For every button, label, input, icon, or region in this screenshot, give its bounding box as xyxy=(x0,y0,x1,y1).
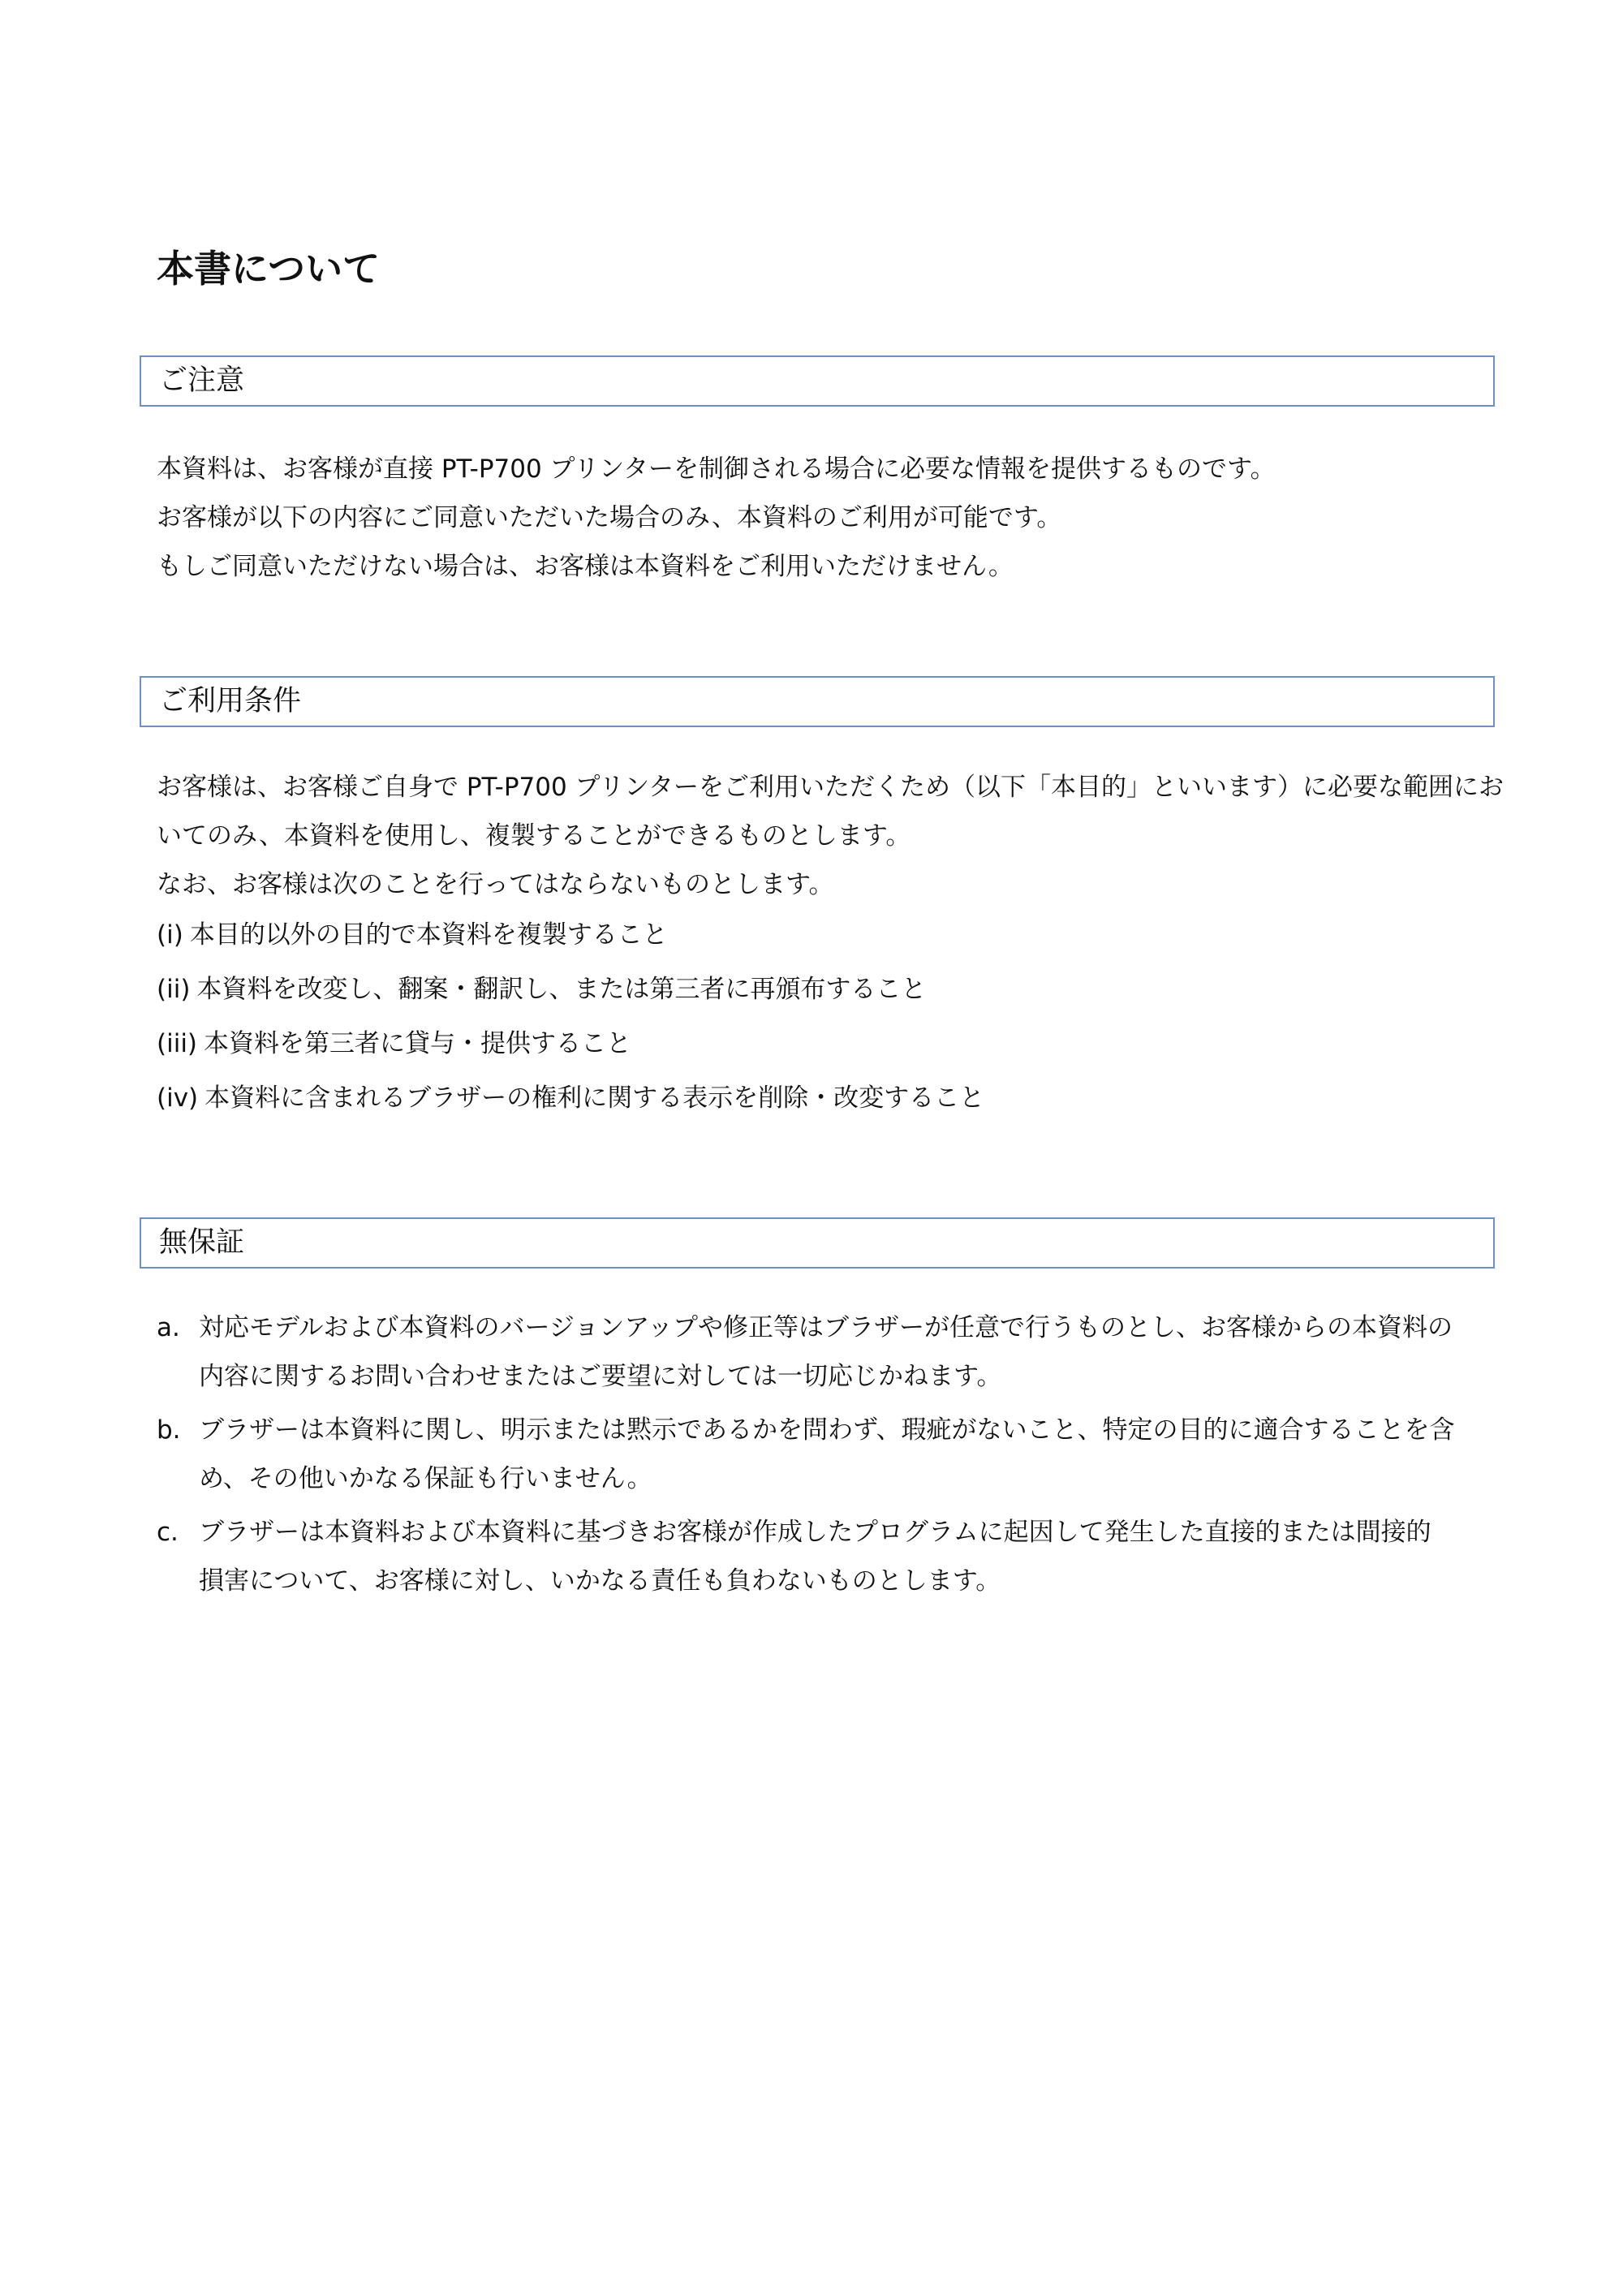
warranty-list xyxy=(157,1303,1504,1610)
list-item-line: 対応モデルおよび本資料のバージョンアップや修正等はブラザーが任意で行うものとし、お客様からの本資料の xyxy=(199,1313,1453,1342)
list-item-text xyxy=(199,1508,1504,1605)
list-item-line: め、その他いかなる保証も行いません。 xyxy=(199,1464,652,1493)
list-marker: b. xyxy=(157,1415,181,1445)
list-marker: (iii) xyxy=(157,1029,198,1058)
section-heading-notice: ご注意 xyxy=(140,355,1495,407)
list-item xyxy=(157,965,1504,1019)
list-item-text: 本資料に含まれるブラザーの権利に関する表示を削除・改変すること xyxy=(204,1083,985,1113)
list-marker: a. xyxy=(157,1313,180,1342)
list-item xyxy=(157,911,1504,965)
list-item-text xyxy=(199,1406,1504,1503)
list-marker: c. xyxy=(157,1518,179,1547)
list-item-text: 本資料を第三者に貸与・提供すること xyxy=(204,1029,632,1058)
page-title: 本書について xyxy=(157,247,381,291)
list-item xyxy=(157,1508,1504,1605)
list-item xyxy=(157,1074,1504,1128)
list-item-text: 本資料を改変し、翻案・翻訳し、または第三者に再頒布すること xyxy=(196,975,927,1004)
terms-body xyxy=(157,763,1504,909)
list-marker: (i) xyxy=(157,920,183,950)
section-heading-warranty: 無保証 xyxy=(140,1217,1495,1269)
section-heading-terms: ご利用条件 xyxy=(140,676,1495,727)
terms-line: いてのみ、本資料を使用し、複製することができるものとします。 xyxy=(157,821,911,851)
list-item-line: ブラザーは本資料に関し、明示または黙示であるかを問わず、瑕疵がないこと、特定の目的に適合することを含 xyxy=(199,1415,1455,1445)
notice-line: もしご同意いただけない場合は、お客様は本資料をご利用いただけません。 xyxy=(157,552,1014,581)
list-item-line: ブラザーは本資料および本資料に基づきお客様が作成したプログラムに起因して発生した直接的または間接的 xyxy=(199,1518,1431,1547)
notice-line: 本資料は、お客様が直接 PT-P700 プリンターを制御される場合に必要な情報を提供するものです。 xyxy=(157,454,1276,484)
list-item xyxy=(157,1303,1504,1401)
list-item xyxy=(157,1406,1504,1503)
notice-body xyxy=(157,445,1504,591)
list-item-line: 内容に関するお問い合わせまたはご要望に対しては一切応じかねます。 xyxy=(199,1362,1002,1391)
terms-line: お客様は、お客様ご自身で PT-P700 プリンターをご利用いただくため（以下「本目的」といいます）に必要な範囲にお xyxy=(157,773,1505,802)
list-item-text xyxy=(199,1303,1504,1401)
list-marker: (iv) xyxy=(157,1083,199,1113)
notice-line: お客様が以下の内容にご同意いただいた場合のみ、本資料のご利用が可能です。 xyxy=(157,503,1062,532)
terms-prohibited-list xyxy=(157,911,1504,1128)
list-item-line: 損害について、お客様に対し、いかなる責任も負わないものとします。 xyxy=(199,1566,1001,1596)
list-item xyxy=(157,1019,1504,1074)
list-marker: (ii) xyxy=(157,975,191,1004)
terms-line: なお、お客様は次のことを行ってはならないものとします。 xyxy=(157,870,834,899)
list-item-text: 本目的以外の目的で本資料を複製すること xyxy=(189,920,668,950)
